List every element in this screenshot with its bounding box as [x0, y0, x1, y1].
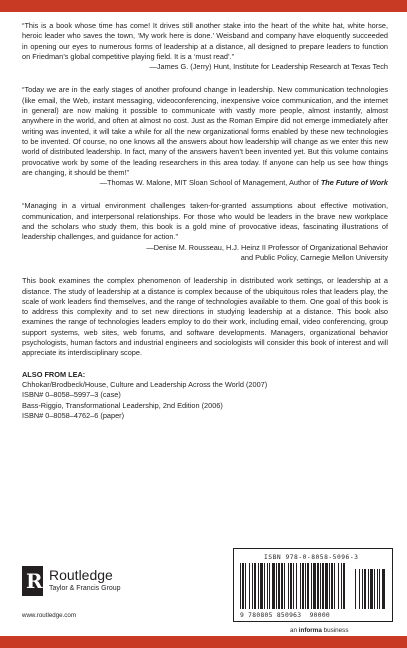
- isbn-barcode: [233, 548, 393, 622]
- isbn-label: ISBN 978-0-8058-5096-3: [264, 554, 359, 561]
- publisher-group: Taylor & Francis Group: [49, 585, 121, 592]
- routledge-logo-mark-icon: [22, 566, 43, 596]
- routledge-logo: [22, 566, 172, 596]
- barcode-digits: [240, 612, 330, 619]
- endorsement-attribution-3-line2: and Public Policy, Carnegie Mellon University: [240, 252, 388, 262]
- tagline-suffix: business: [321, 627, 349, 634]
- endorsement-quote-2: “Today we are in the early stages of another profound change in leadership. New communication technologies (like email, the Web, instant messaging, videoconferencing, inexpensive voice communication, and the internet in general) are now making it possible to communicate with vastly more people, almost instantly, almost anywhere in the world, and often at almost no cost. Just as the Roman Empire did not emerge immediately after writing was invented, it will take a while for all the new organizational forms enabled by these new technologies to be invented. Of course, no one knows all the answers about how leadership will change as we enter this new world of distributed leadership. In fact, many of the answers haven’t been invented yet. But this volume contains provocative work by some of the leading researchers in this area today. If anyone can help us see how things are changing, it should be them!”: [22, 85, 388, 177]
- attribution-2-prefix: —Thomas W. Malone, MIT Sloan School of Management, Author of: [99, 178, 321, 188]
- barcode-bars: [240, 563, 388, 611]
- also-from-line: ISBN# 0–8058–5997–3 (case): [22, 390, 121, 400]
- tagline-prefix: an: [290, 627, 299, 634]
- also-from-line: Bass-Riggio, Transformational Leadership, 2nd Edition (2006): [22, 400, 223, 410]
- cover-text-column: [22, 21, 388, 421]
- endorsement-attribution-3-line1: —Denise M. Rousseau, H.J. Heinz II Professor of Organizational Behavior: [146, 242, 388, 252]
- also-from-line: Chhokar/Brodbeck/House, Culture and Leadership Across the World (2007): [22, 379, 268, 389]
- attribution-2-book-title: The Future of Work: [320, 178, 388, 188]
- barcode-main-digits: 9 780805 850963: [240, 612, 302, 619]
- top-accent-band: [0, 0, 407, 12]
- endorsement-quote-3: “Managing in a virtual environment challenges taken-for-granted assumptions about effective motivation, communication, and interpersonal relationships. For those who would be leaders in the brave new workplace and the scholars who study them, this book is a gold mine of provocative ideas, fascinating illustrations of leadership challenges, and guidance for action.”: [22, 201, 388, 242]
- also-from-heading: ALSO FROM LEA:: [22, 369, 86, 379]
- tagline-brand: informa: [298, 627, 322, 634]
- endorsement-quote-1: “This is a book whose time has come! It drives still another stake into the heart of the white hat, white horse, heroic leader who saves the town, ‘My work here is done.’ Weisband and company have eloquently succeeded in opening our eyes to numerous forms of leadership at a distance, all designed to prepare leaders to function on Friedman’s global competitive playing field. It is a ‘must read’.”: [22, 21, 388, 61]
- also-from-line: ISBN# 0–8058–4762–6 (paper): [22, 410, 125, 420]
- informa-business-tagline: [290, 627, 348, 634]
- book-description: This book examines the complex phenomenon of leadership in distributed work settings, or leadership at a distance. The study of leadership at a distance is complex because of the ubiquitous roles that leaders play, the scale of work leaders find themselves, and the range of technologies available to them. One goal of this book is to address this complexity and to set new directions in studying leadership at a distance. This book also examines the range of technologies leaders employ to do their work, including email, video conferencing, group support systems, web sites, web forums, and software developments. Managers, organizational behavior psychologists, human factors and industrial engineers and sociologists will consider this book of interest and will appreciate its interdisciplinary scope.: [22, 276, 388, 358]
- publisher-url: www.routledge.com: [22, 612, 76, 619]
- barcode-supplement-digits: 90000: [309, 612, 331, 619]
- endorsement-attribution-1: —James G. (Jerry) Hunt, Institute for Leadership Research at Texas Tech: [149, 62, 388, 72]
- logo-letter: R: [26, 569, 43, 593]
- endorsement-attribution-2: [22, 178, 388, 188]
- bottom-accent-band: [0, 636, 407, 648]
- publisher-name: Routledge: [49, 567, 113, 583]
